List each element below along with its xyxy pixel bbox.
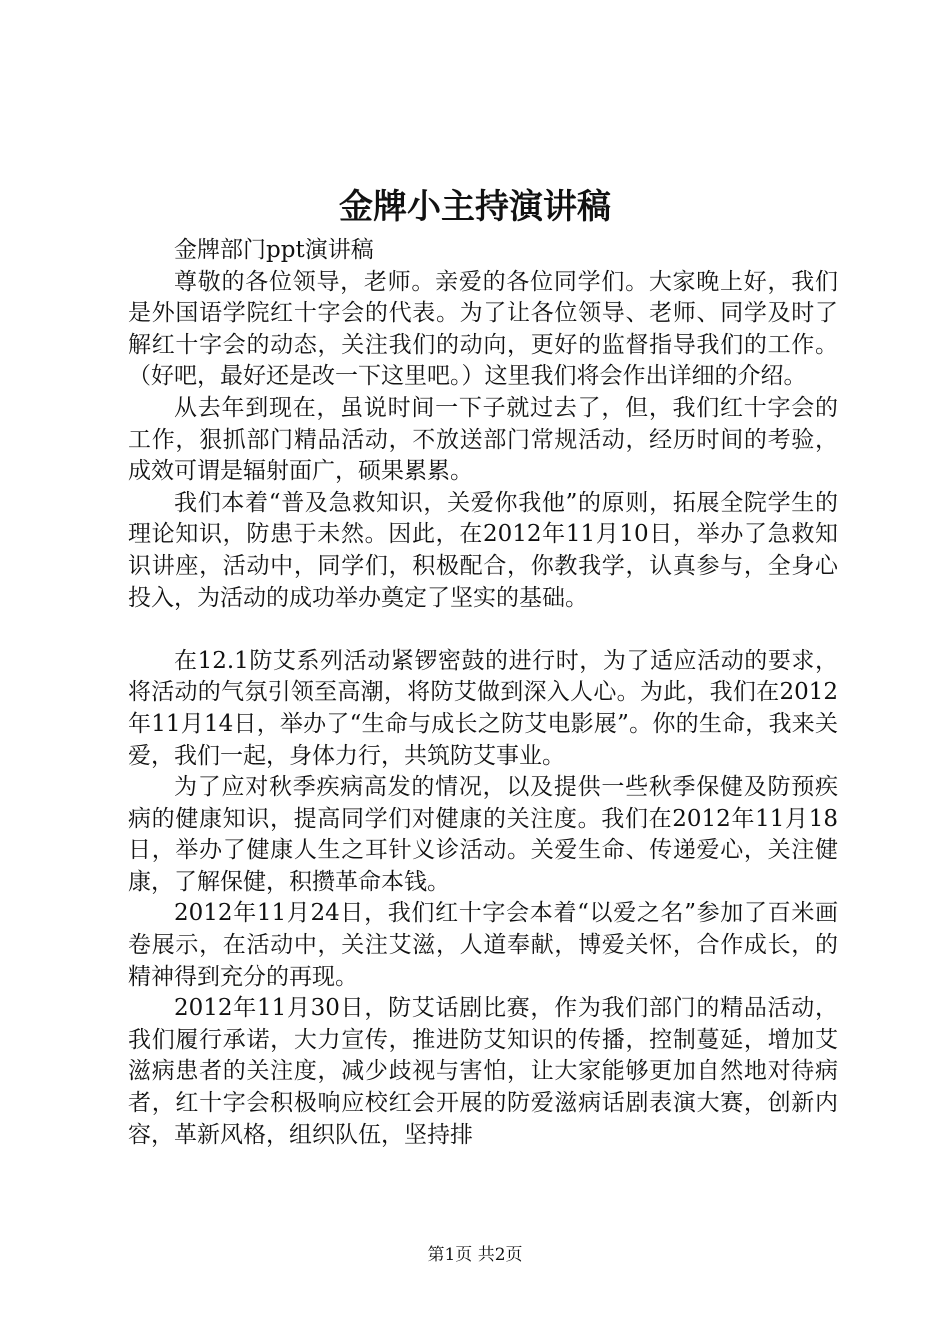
paragraph-subtitle: 金牌部门ppt演讲稿: [174, 237, 374, 263]
page-number: 第1页 共2页: [427, 1245, 523, 1265]
document-title: 金牌小主持演讲稿: [339, 187, 611, 227]
paragraph-drama-contest: 2012年11月30日，防艾话剧比赛，作为我们部门的精品活动，我们履行承诺，大力宣传，推进防艾知识的传播，控制蔓延，增加艾滋病患者的关注度，减少歧视与害怕，让大家能够更加自然地对待病者，红十字会积极响应校红会开展的防爱滋病话剧表演大赛，创新内容，革新风格，组织队伍，坚持排: [128, 995, 838, 1148]
paragraph-first-aid-lecture: 我们本着“普及急救知识，关爱你我他”的原则，拓展全院学生的理论知识，防患于未然。因此，在2012年11月10日，举办了急救知识讲座，活动中，同学们，积极配合，你教我学，认真参与，全身心投入，为活动的成功举办奠定了坚实的基础。: [128, 489, 838, 611]
document-body: [128, 235, 838, 1151]
paragraph-greeting: 尊敬的各位领导，老师。亲爱的各位同学们。大家晚上好，我们是外国语学院红十字会的代表。为了让各位领导、老师、同学及时了解红十字会的动态，关注我们的动向，更好的监督指导我们的工作。（好吧，最好还是改一下这里吧。）这里我们将会作出详细的介绍。: [128, 268, 838, 390]
paragraph-health-clinic: 为了应对秋季疾病高发的情况，以及提供一些秋季保健及防预疾病的健康知识，提高同学们对健康的关注度。我们在2012年11月18日，举办了健康人生之耳针义诊活动。关爱生命、传递爱心，关注健康，了解保健，积攒革命本钱。: [128, 774, 838, 895]
paragraph-scroll-exhibition: 2012年11月24日，我们红十字会本着“以爱之名”参加了百米画卷展示，在活动中，关注艾滋，人道奉献，博爱关怀，合作成长，的精神得到充分的再现。: [128, 900, 838, 990]
paragraph-overview: 从去年到现在，虽说时间一下子就过去了，但，我们红十字会的工作，狠抓部门精品活动，不放送部门常规活动，经历时间的考验，成效可谓是辐射面广，硕果累累。: [128, 394, 838, 485]
paragraph-aids-film: 在12.1防艾系列活动紧锣密鼓的进行时，为了适应活动的要求，将活动的气氛引领至高潮，将防艾做到深入人心。为此，我们在2012年11月14日，举办了“生命与成长之防艾电影展”。你的生命，我来关爱，我们一起，身体力行，共筑防艾事业。: [128, 647, 838, 769]
